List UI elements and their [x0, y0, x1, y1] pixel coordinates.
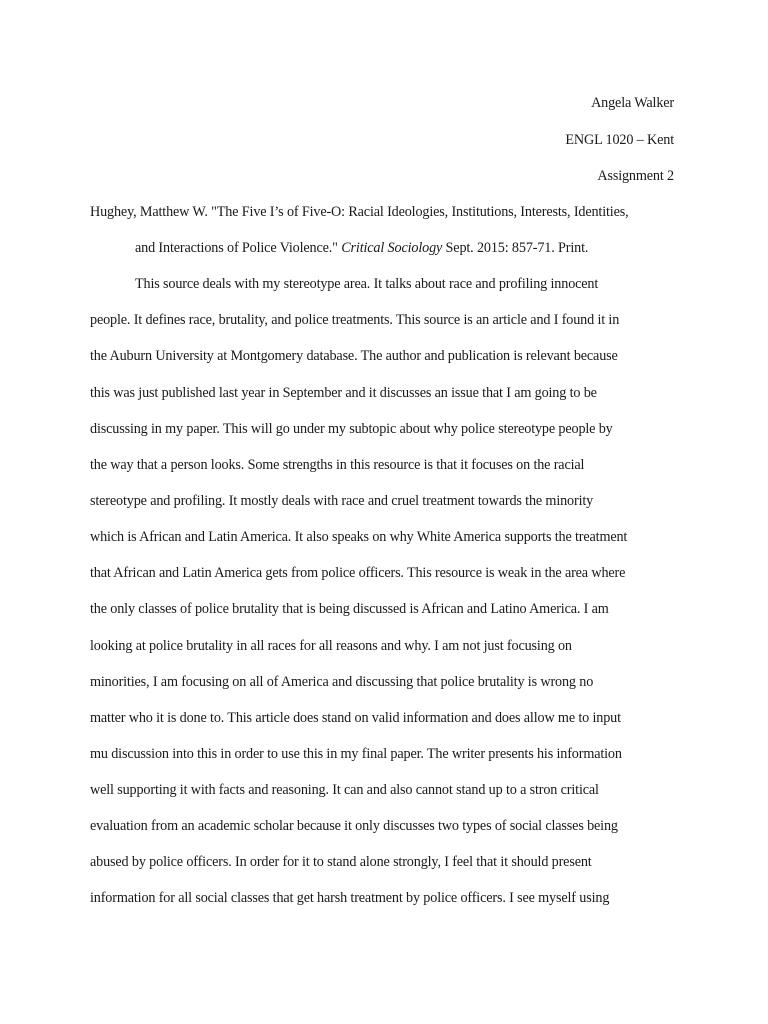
body-line: This source deals with my stereotype area. It talks about race and profiling innocent: [135, 276, 599, 292]
body-line: abused by police officers. In order for it to stand alone strongly, I feel that it should present: [90, 854, 592, 870]
body-line: looking at police brutality in all races for all reasons and why. I am not just focusing on: [90, 638, 572, 654]
body-line: people. It defines race, brutality, and police treatments. This source is an article and I found it in: [90, 312, 620, 328]
body-line: information for all social classes that get harsh treatment by police officers. I see myself using: [90, 890, 610, 906]
citation-line-2: [135, 239, 588, 257]
body-line: minorities, I am focusing on all of America and discussing that police brutality is wrong no: [90, 674, 594, 690]
body-line: the only classes of police brutality that is being discussed is African and Latino America. I am: [90, 601, 609, 617]
body-line: this was just published last year in September and it discusses an issue that I am going to be: [90, 385, 597, 401]
body-line: mu discussion into this in order to use this in my final paper. The writer presents his information: [90, 746, 622, 762]
assignment-label: Assignment 2: [597, 168, 674, 184]
body-line: well supporting it with facts and reasoning. It can and also cannot stand up to a stron critical: [90, 782, 599, 798]
body-line: which is African and Latin America. It also speaks on why White America supports the treatment: [90, 529, 628, 545]
body-line: the Auburn University at Montgomery database. The author and publication is relevant because: [90, 348, 618, 364]
body-line: that African and Latin America gets from police officers. This resource is weak in the area where: [90, 565, 626, 581]
citation-line-1: Hughey, Matthew W. "The Five I’s of Five-O: Racial Ideologies, Institutions, Interests, Identities,: [90, 204, 629, 220]
citation-publication-info: Sept. 2015: 857-71. Print.: [442, 240, 589, 256]
body-line: discussing in my paper. This will go under my subtopic about why police stereotype people by: [90, 421, 613, 437]
author-name: Angela Walker: [591, 95, 674, 111]
course-name: ENGL 1020 – Kent: [565, 132, 674, 148]
body-line: matter who it is done to. This article does stand on valid information and does allow me to input: [90, 710, 621, 726]
body-line: stereotype and profiling. It mostly deals with race and cruel treatment towards the minority: [90, 493, 594, 509]
body-line: evaluation from an academic scholar because it only discusses two types of social classes being: [90, 818, 618, 834]
citation-title-part: and Interactions of Police Violence.": [135, 240, 342, 256]
citation-journal: Critical Sociology: [341, 240, 443, 256]
body-line: the way that a person looks. Some strengths in this resource is that it focuses on the racial: [90, 457, 585, 473]
